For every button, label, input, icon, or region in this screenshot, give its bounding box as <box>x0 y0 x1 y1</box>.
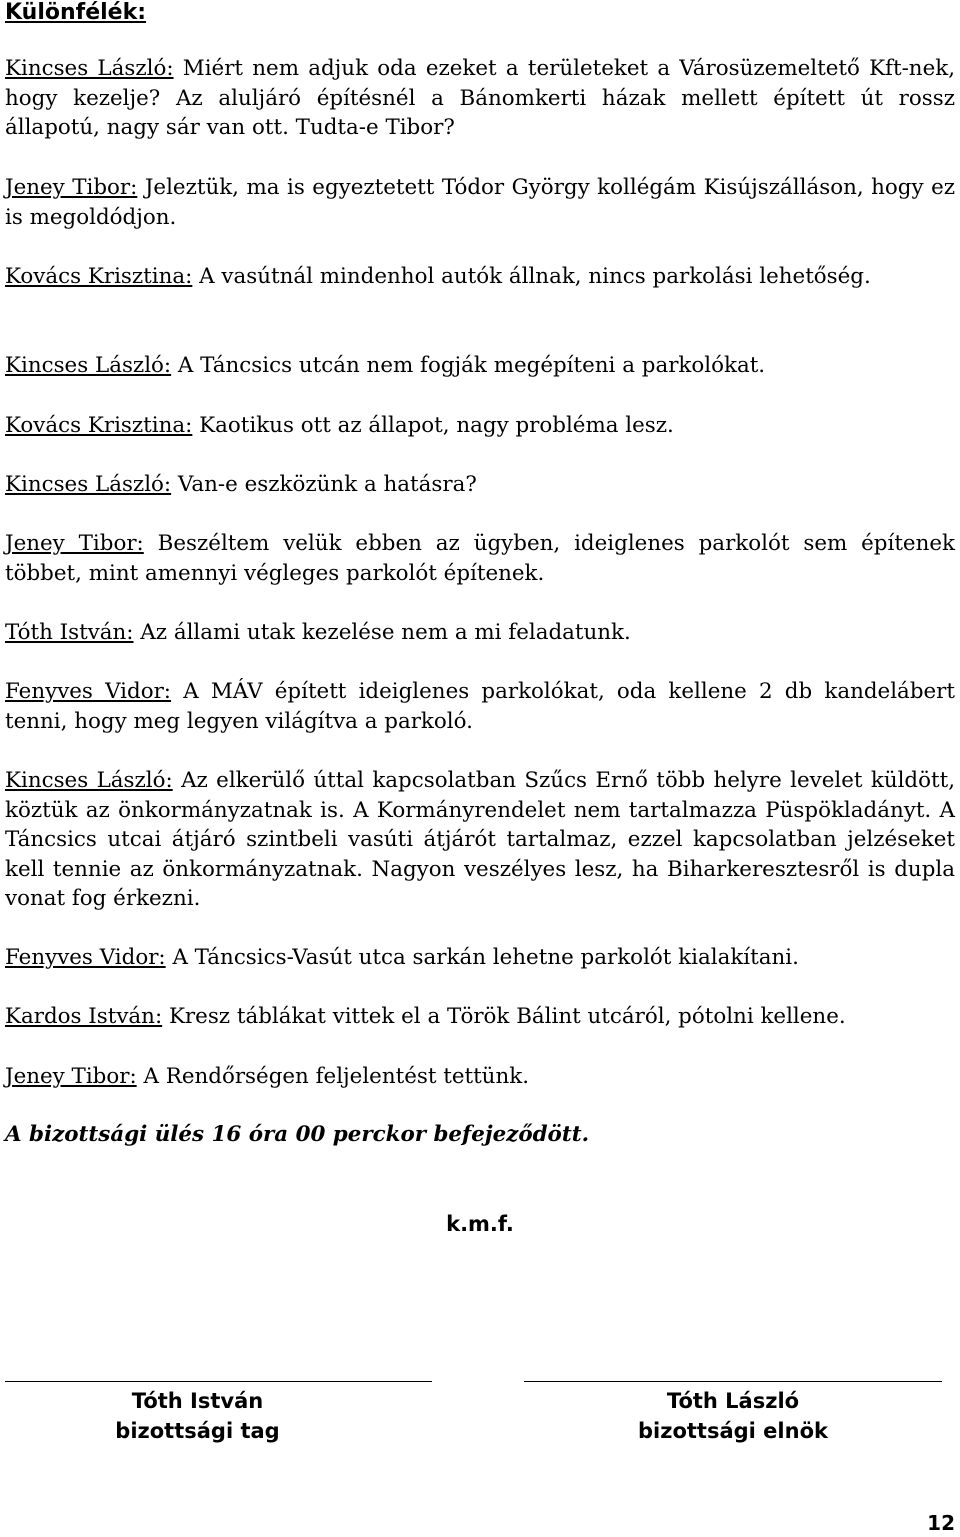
signatory-name: Tóth László <box>666 1389 800 1413</box>
signatory-name: Tóth István <box>131 1389 264 1413</box>
speaker-name: Kardos István: <box>5 1004 163 1029</box>
closing-statement: A bizottsági ülés 16 óra 00 perckor befejeződött. <box>5 1122 590 1147</box>
minutes-entry <box>5 943 955 973</box>
minutes-entry <box>5 1002 955 1032</box>
speaker-name: Tóth István: <box>5 620 134 645</box>
signatory-role: bizottsági elnök <box>638 1419 828 1443</box>
kmf-mark: k.m.f. <box>446 1212 514 1236</box>
minutes-entry <box>5 54 955 143</box>
minutes-entry <box>5 262 955 292</box>
minutes-entry <box>5 618 955 648</box>
speaker-name: Kincses László: <box>5 353 172 378</box>
speaker-name: Kincses László: <box>5 56 174 81</box>
statement-text: Kaotikus ott az állapot, nagy probléma lesz. <box>192 413 674 438</box>
statement-text: A MÁV épített ideiglenes parkolókat, oda kellene 2 db kandelábert tenni, hogy meg legyen világítva a parkoló. <box>5 679 955 734</box>
speaker-name: Fenyves Vidor: <box>5 945 166 970</box>
statement-text: Az állami utak kezelése nem a mi feladatunk. <box>133 620 631 645</box>
minutes-entry <box>5 173 955 232</box>
statement-text: A Rendőrségen feljelentést tettünk. <box>136 1064 529 1089</box>
minutes-entry <box>5 470 955 500</box>
signature-block-right <box>598 1386 868 1446</box>
signature-line-right <box>524 1381 942 1382</box>
statement-text: Az elkerülő úttal kapcsolatban Szűcs Ernő több helyre levelet küldött, köztük az önkormányzatnak is. A Kormányrendelet nem tartalmazza Püspökladányt. A Táncsics utcai átjáró szintbeli vasúti átjárót tartalmaz, ezzel kapcsolatban jelzéseket kell tennie az önkormányzatnak. Nagyon veszélyes lesz, ha Biharkeresztesről is dupla vonat fog érkezni. <box>5 768 955 912</box>
section-heading: Különfélék: <box>5 0 147 25</box>
minutes-entry <box>5 351 955 381</box>
statement-text: Miért nem adjuk oda ezeket a területeket a Városüzemeltető Kft-nek, hogy kezelje? Az aluljáró építésnél a Bánomkerti házak mellett épített út rossz állapotú, nagy sár van ott. Tudta-e Tibor? <box>5 56 955 141</box>
statement-text: A Táncsics-Vasút utca sarkán lehetne parkolót kialakítani. <box>165 945 799 970</box>
signature-line-left <box>5 1381 432 1382</box>
minutes-entry <box>5 1062 955 1092</box>
statement-text: A Táncsics utcán nem fogják megépíteni a parkolókat. <box>171 353 766 378</box>
minutes-entry <box>5 766 955 914</box>
minutes-entry <box>5 677 955 736</box>
speaker-name: Kincses László: <box>5 472 172 497</box>
speaker-name: Kincses László: <box>5 768 173 793</box>
statement-text: Jeleztük, ma is egyeztetett Tódor György kollégám Kisújszálláson, hogy ez is megoldódjon. <box>5 175 955 230</box>
minutes-entry <box>5 411 955 441</box>
page-number: 12 <box>927 1511 955 1535</box>
signatory-role: bizottsági tag <box>115 1419 280 1443</box>
signature-block-left <box>65 1386 330 1446</box>
speaker-name: Jeney Tibor: <box>5 531 144 556</box>
speaker-name: Jeney Tibor: <box>5 175 138 200</box>
speaker-name: Kovács Krisztina: <box>5 264 193 289</box>
statement-text: Beszéltem velük ebben az ügyben, ideiglenes parkolót sem építenek többet, mint amennyi végleges parkolót építenek. <box>5 531 955 586</box>
speaker-name: Fenyves Vidor: <box>5 679 172 704</box>
statement-text: Kresz táblákat vittek el a Török Bálint utcáról, pótolni kellene. <box>162 1004 846 1029</box>
speaker-name: Jeney Tibor: <box>5 1064 137 1089</box>
speaker-name: Kovács Krisztina: <box>5 413 193 438</box>
minutes-entry <box>5 529 955 588</box>
statement-text: Van-e eszközünk a hatásra? <box>171 472 477 497</box>
statement-text: A vasútnál mindenhol autók állnak, nincs parkolási lehetőség. <box>192 264 871 289</box>
